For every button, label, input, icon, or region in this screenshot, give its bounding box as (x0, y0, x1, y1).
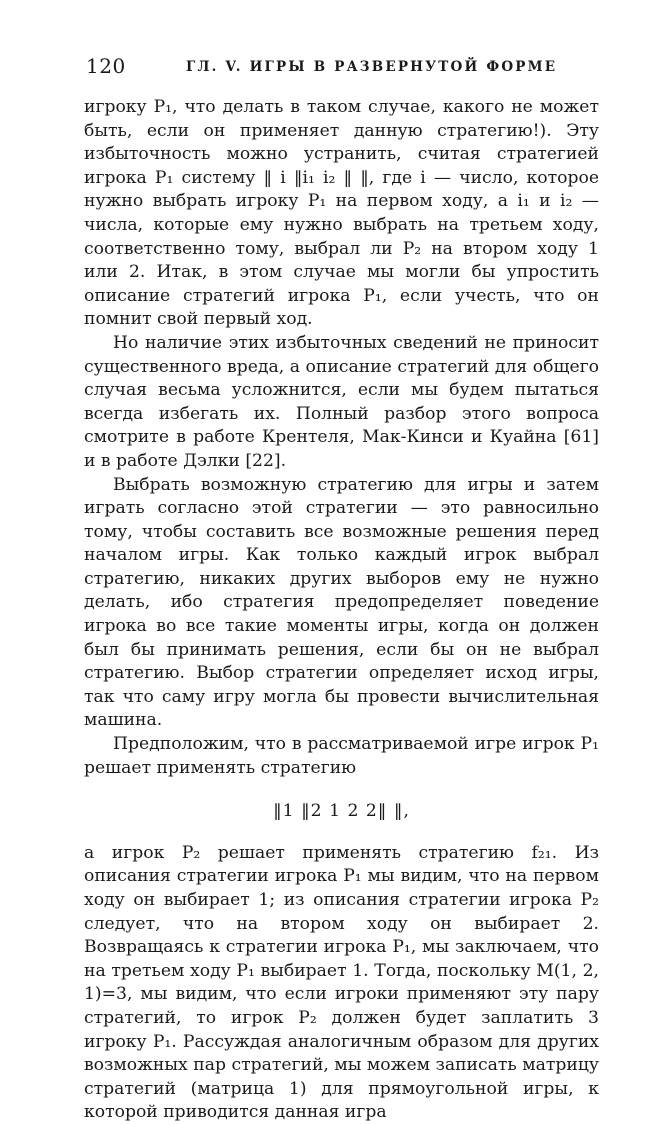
running-head (84, 52, 599, 82)
chapter-title: ГЛ. V. ИГРЫ В РАЗВЕРНУТОЙ ФОРМЕ (186, 59, 558, 75)
paragraph-2: Но наличие этих избыточных сведений не приносит существенного вреда, а описание стратегий для общего случая весьма усложнится, если мы будем пытаться всегда избегать их. Полный разбор этого вопроса смотрите в работе Крентеля, Мак-Кинси и Куайна [61] и в работе Дэлки [22]. (84, 332, 599, 471)
paragraph-1: игроку P₁, что делать в таком случае, какого не может быть, если он применяет данную стратегию!). Эту избыточность можно устранить, считая стратегией игрока P₁ систему ‖ i ‖i₁ i₂ ‖ ‖, где i — число, которое нужно выбрать игроку P₁ на первом ходу, а i₁ и i₂ — числа, которые ему нужно выбрать на третьем ходу, соответственно тому, выбрал ли P₂ на втором ходу 1 или 2. Итак, в этом случае мы могли бы упростить описание стратегий игрока P₁, если учесть, что он помнит свой первый ход. (84, 97, 599, 330)
book-page (84, 52, 599, 1125)
paragraph-4: Предположим, что в рассматриваемой игре игрок P₁ решает применять стратегию (84, 734, 599, 778)
paragraph-5: а игрок P₂ решает применять стратегию f₂₁. Из описания стратегии игрока P₁ мы видим, что на первом ходу он выбирает 1; из описания стратегии игрока P₂ следует, что на втором ходу он выбирает 2. Возвращаясь к стратегии игрока P₁, мы заключаем, что на третьем ходу P₁ выбирает 1. Тогда, поскольку M(1, 2, 1)=3, мы видим, что если игроки применяют эту пару стратегий, то игрок P₂ должен будет заплатить 3 игроку P₁. Рассуждая аналогичным образом для других возможных пар стратегий, мы можем записать матрицу стратегий (матрица 1) для прямоугольной игры, к которой приводится данная игра (84, 842, 599, 1123)
paragraph-3: Выбрать возможную стратегию для игры и затем играть согласно этой стратегии — это равносильно тому, чтобы составить все возможные решения перед началом игры. Как только каждый игрок выбрал стратегию, никаких других выборов ему не нужно делать, ибо стратегия предопределяет поведение игрока во все такие моменты игры, когда он должен был бы принимать решения, если бы он не выбрал стратегию. Выбор стратегии определяет исход игры, так что саму игру могла бы провести вычислительная машина. (84, 474, 599, 731)
strategy-formula: ‖1 ‖2 1 2 2‖ ‖, (273, 801, 410, 822)
page-number: 120 (86, 54, 126, 78)
